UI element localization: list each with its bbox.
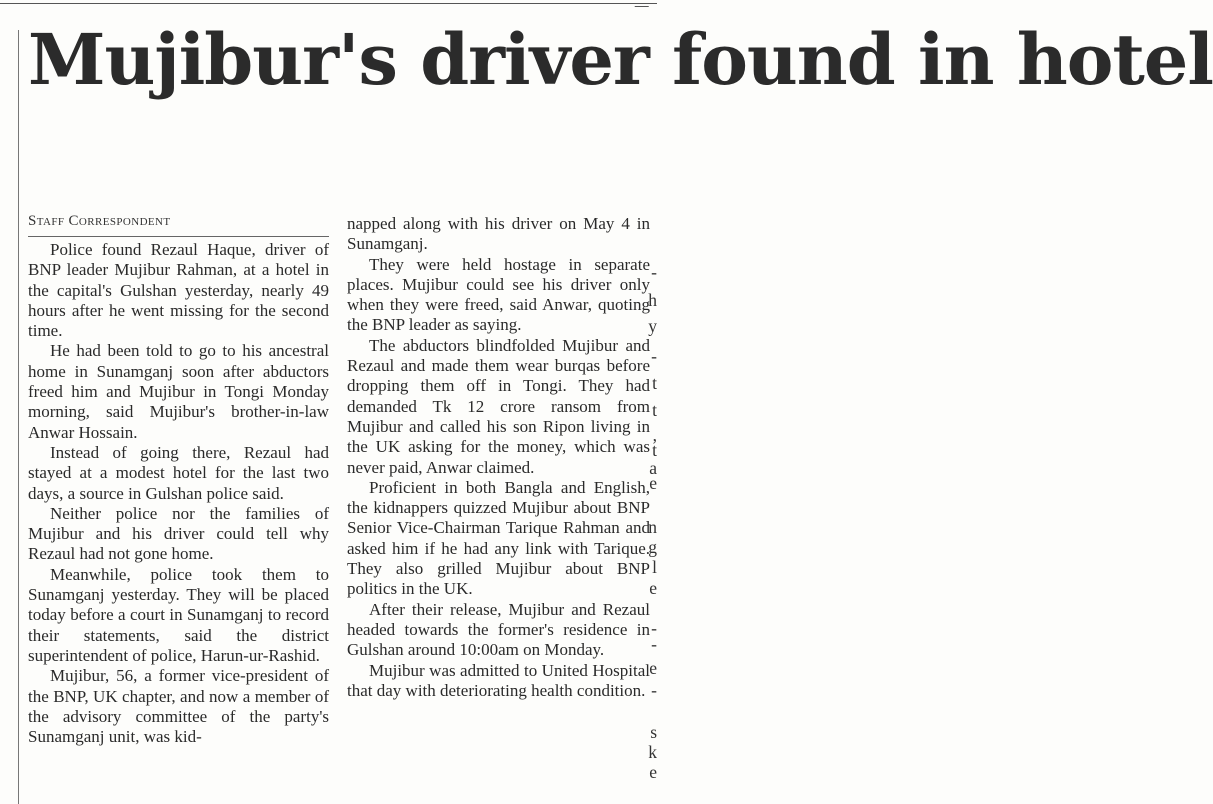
article-column-2 [347,214,650,701]
paragraph: Proficient in both Bangla and English, the kidnappers quizzed Mujibur about BNP Senior Vice-Chairman Tarique Rahman and asked him if he had any link with Tarique. They also grilled Mujibur about BNP politics in the UK. [347,477,650,599]
fragment-char: l [652,557,657,577]
paragraph: After their release, Mujibur and Rezaul headed towards the former's residence in Gulshan around 10:00am on Monday. [347,599,650,660]
fragment-char: t [652,373,657,393]
fragment-char: - [651,262,657,282]
fragment-char: s [650,722,657,742]
fragment-char: e [649,578,657,598]
paragraph: Instead of going there, Rezaul had stayed at a modest hotel for the last two days, a source in Gulshan police said. [28,442,329,503]
fragment-char: g [648,537,657,557]
fragment-char: y [648,316,657,336]
fragment-char: - [651,634,657,654]
paragraph: Mujibur, 56, a former vice-president of the BNP, UK chapter, and now a member of the advisory committee of the party's Sunamganj unit, was kid- [28,666,329,747]
fragment-char: , [652,425,657,445]
article-headline: Mujibur's driver found in hotel [28,18,1213,101]
fragment-char: h [648,290,657,310]
paragraph: Mujibur was admitted to United Hospital that day with deteriorating health condition. [347,660,650,700]
paragraph: He had been told to go to his ancestral home in Sunamganj soon after abductors freed him and Mujibur in Tongi Monday morning, said Mujibur's brother-in-law Anwar Hossain. [28,341,329,442]
fragment-char: t [652,440,657,460]
fragment-char: e [649,658,657,678]
fragment-char: - [651,346,657,366]
fragment-char: a [649,458,657,478]
fragment-char: - [651,618,657,638]
byline: Staff Correspondent [28,213,171,229]
fragment-char: k [648,742,657,762]
column-divider-rule [18,30,19,804]
paragraph: The abductors blindfolded Mujibur and Rezaul and made them wear burqas before dropping them off in Tongi. They had demanded Tk 12 crore ransom from Mujibur and called his son Ripon living in the UK asking for the money, which was never paid, Anwar claimed. [347,335,650,477]
paragraph: Police found Rezaul Haque, driver of BNP leader Mujibur Rahman, at a hotel in the capital's Gulshan yesterday, nearly 49 hours after he went missing for the second time. [28,240,329,341]
fragment-char: n [648,517,657,537]
paragraph-continuation: napped along with his driver on May 4 in Sunamganj. [347,214,650,254]
fragment-char: - [651,680,657,700]
fragment-char: t [652,400,657,420]
paragraph: Meanwhile, police took them to Sunamganj yesterday. They will be placed today before a court in Sunamganj to record their statements, said the district superintendent of police, Harun-ur-Rashid. [28,564,329,665]
byline-rule [28,236,329,237]
paragraph: Neither police nor the families of Mujibur and his driver could tell why Rezaul had not gone home. [28,503,329,564]
article-column-1 [28,240,329,747]
clipped-corner-mark [631,0,649,7]
paragraph: They were held hostage in separate places. Mujibur could see his driver only when they were freed, said Anwar, quoting the BNP leader as saying. [347,254,650,335]
top-rule [0,3,657,4]
fragment-char: e [649,473,657,493]
fragment-char: e [649,762,657,782]
